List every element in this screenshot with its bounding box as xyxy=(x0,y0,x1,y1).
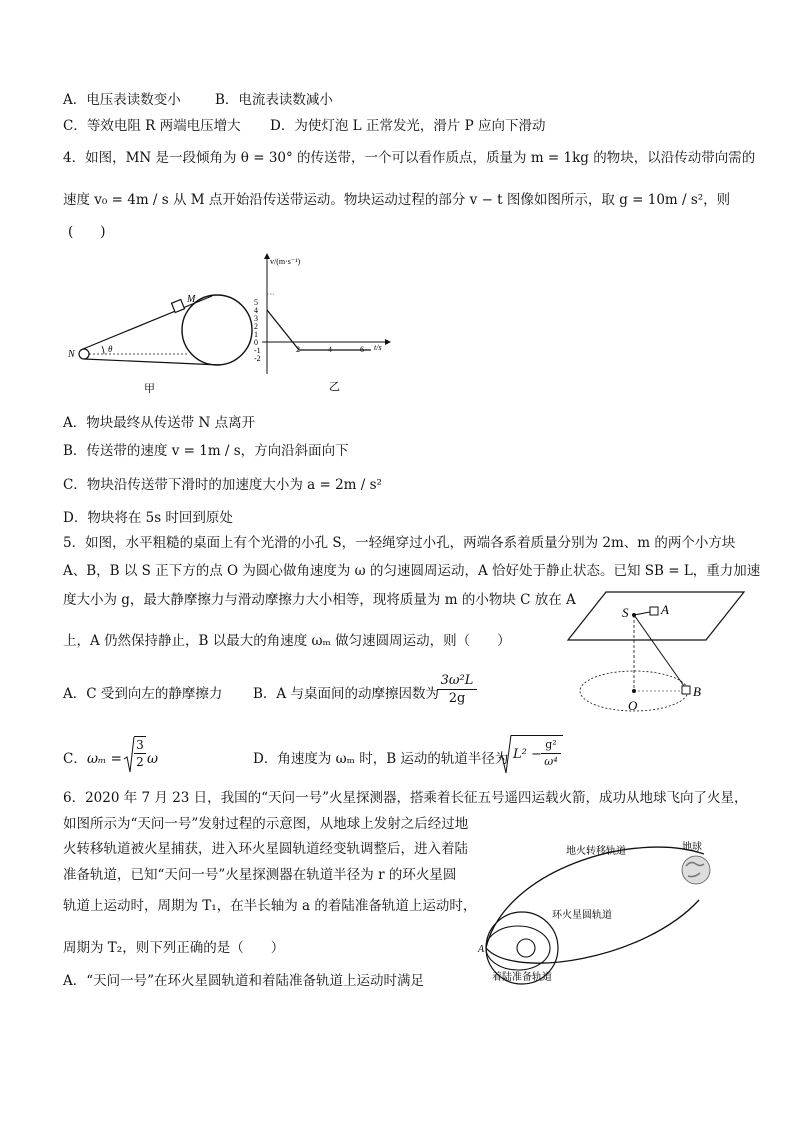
vt-xtick: 2 xyxy=(296,345,300,354)
q4-option-C: C．物块沿传送带下滑时的加速度大小为 a = 2m / s² xyxy=(63,477,382,493)
q5-stem-line1: 5．如图，水平粗糙的桌面上有个光滑的小孔 S，一轻绳穿过小孔，两端各系着质量分别为 2m、m 的两个小方块 xyxy=(63,535,736,551)
q4-answer-blank: ( ) xyxy=(68,224,106,240)
q5-option-B: B．A 与桌面间的动摩擦因数为 xyxy=(253,686,439,702)
label-N: N xyxy=(68,349,75,360)
q5D-fraction xyxy=(541,737,561,770)
table-hole-figure xyxy=(566,590,746,720)
caption-jia: 甲 xyxy=(144,383,155,395)
q6-stem-line6: 周期为 T₂，则下列正确的是（ ） xyxy=(63,940,285,956)
q4-stem-line2: 速度 v₀ = 4m / s 从 M 点开始沿传送带运动。物块运动过程的部分 v − t 图像如图所示，取 g = 10m / s²，则 xyxy=(63,192,731,208)
vt-ytick: 0 xyxy=(254,338,258,347)
q4-stem-line1: 4．如图，MN 是一段倾角为 θ = 30° 的传送带，一个可以看作质点，质量为 m = 1kg 的物块，以沿传动带向需的 xyxy=(63,150,756,166)
q6-stem-line4: 准备轨道，已知“天问一号”火星探测器在轨道半径为 r 的环火星圆 xyxy=(63,867,457,883)
q5-option-D: D．角速度为 ωₘ 时，B 运动的轨道半径为 xyxy=(253,751,509,767)
vt-xlabel: t/s xyxy=(374,343,382,352)
vt-curve xyxy=(267,310,371,350)
label-M: M xyxy=(187,294,196,305)
label-S: S xyxy=(622,605,629,620)
q5B-fraction xyxy=(437,672,477,707)
vt-xtick: 4 xyxy=(328,345,332,354)
q5-option-A: A．C 受到向左的静摩擦力 xyxy=(63,686,223,702)
vt-ytick: 5 xyxy=(254,298,258,307)
option-3B: B．电流表读数减小 xyxy=(215,92,333,108)
label-theta: θ xyxy=(108,344,113,354)
label-B: B xyxy=(693,684,701,699)
label-transfer-orbit: 地火转移轨道 xyxy=(566,846,626,857)
sqrt-icon xyxy=(498,733,512,775)
vt-ytick: 3 xyxy=(254,314,258,323)
q4-option-D: D．物块将在 5s 时回到原处 xyxy=(63,510,233,526)
q5B-denominator: 2g xyxy=(448,691,466,706)
q5C-tail: ω xyxy=(147,751,159,767)
caption-yi: 乙 xyxy=(329,381,340,393)
q5C-lhs: ωₘ = xyxy=(87,751,122,767)
q6-stem-line1: 6．2020 年 7 月 23 日，我国的“天问一号”火星探测器，搭乘着长征五号遥四运载火箭，成功从地球飞向了火星， xyxy=(63,790,748,806)
orbit-diagram xyxy=(474,830,744,990)
label-point-A: A xyxy=(478,944,485,955)
label-A: A xyxy=(661,602,669,617)
vt-ytick: -1 xyxy=(254,346,261,355)
q5-option-C-label: C． xyxy=(63,751,87,767)
q6-option-A: A．“天问一号”在环火星圆轨道和着陆准备轨道上运动时满足 xyxy=(63,973,425,989)
q6-stem-line2: 如图所示为“天问一号”发射过程的示意图，从地球上发射之后经过地 xyxy=(63,816,469,832)
label-circular-orbit: 环火星圆轨道 xyxy=(552,910,612,921)
option-3A: A．电压表读数变小 xyxy=(63,92,181,108)
q6-stem-line5: 轨道上运动时，周期为 T₁，在半长轴为 a 的着陆准备轨道上运动时， xyxy=(63,898,477,914)
vt-xtick: 6 xyxy=(360,345,364,354)
q5-stem-line2: A、B，B 以 S 正下方的点 O 为圆心做角速度为 ω 的匀速圆周运动，A 恰好处于静止状态。已知 SB = L，重力加速 xyxy=(63,563,761,579)
q5D-L: L² − xyxy=(513,747,542,762)
vt-ylabel: v/(m·s⁻¹) xyxy=(270,257,301,266)
q5D-numerator: g² xyxy=(541,737,561,754)
q5C-denominator: 2 xyxy=(136,755,144,769)
q6-stem-line3: 火转移轨道被火星捕获，进入环火星圆轨道经变轨调整后，进入着陆 xyxy=(63,841,468,857)
q4-option-A: A．物块最终从传送带 N 点离开 xyxy=(63,415,256,431)
vt-graph xyxy=(244,250,394,400)
vt-ytick: 4 xyxy=(254,306,258,315)
vt-ytick: 1 xyxy=(254,330,258,339)
q5C-fraction xyxy=(134,736,146,770)
option-3C: C．等效电阻 R 两端电压增大 xyxy=(63,118,241,134)
vt-ytick: -2 xyxy=(254,354,261,363)
q5C-numerator: 3 xyxy=(134,737,146,754)
label-landing-orbit: 着陆准备轨道 xyxy=(492,972,552,983)
q5-stem-line3: 度大小为 g，最大静摩擦力与滑动摩擦力大小相等，现将质量为 m 的小物块 C 放在 A xyxy=(63,592,576,608)
q5D-denominator: ω⁴ xyxy=(544,755,558,768)
label-earth: 地球 xyxy=(682,842,702,853)
option-3D: D．为使灯泡 L 正常发光，滑片 P 应向下滑动 xyxy=(270,118,546,134)
q4-option-B: B．传送带的速度 v = 1m / s，方向沿斜面向下 xyxy=(63,443,349,459)
q5-stem-line4: 上，A 仍然保持静止，B 以最大的角速度 ωₘ 做匀速圆周运动，则（ ） xyxy=(63,633,511,649)
label-O: O xyxy=(628,698,638,713)
q5D-radicand xyxy=(511,735,563,774)
earth-icon xyxy=(682,856,710,884)
conveyor-belt-figure xyxy=(62,288,262,398)
vt-ytick: 2 xyxy=(254,322,258,331)
q5B-numerator: 3ω²L xyxy=(437,672,477,690)
